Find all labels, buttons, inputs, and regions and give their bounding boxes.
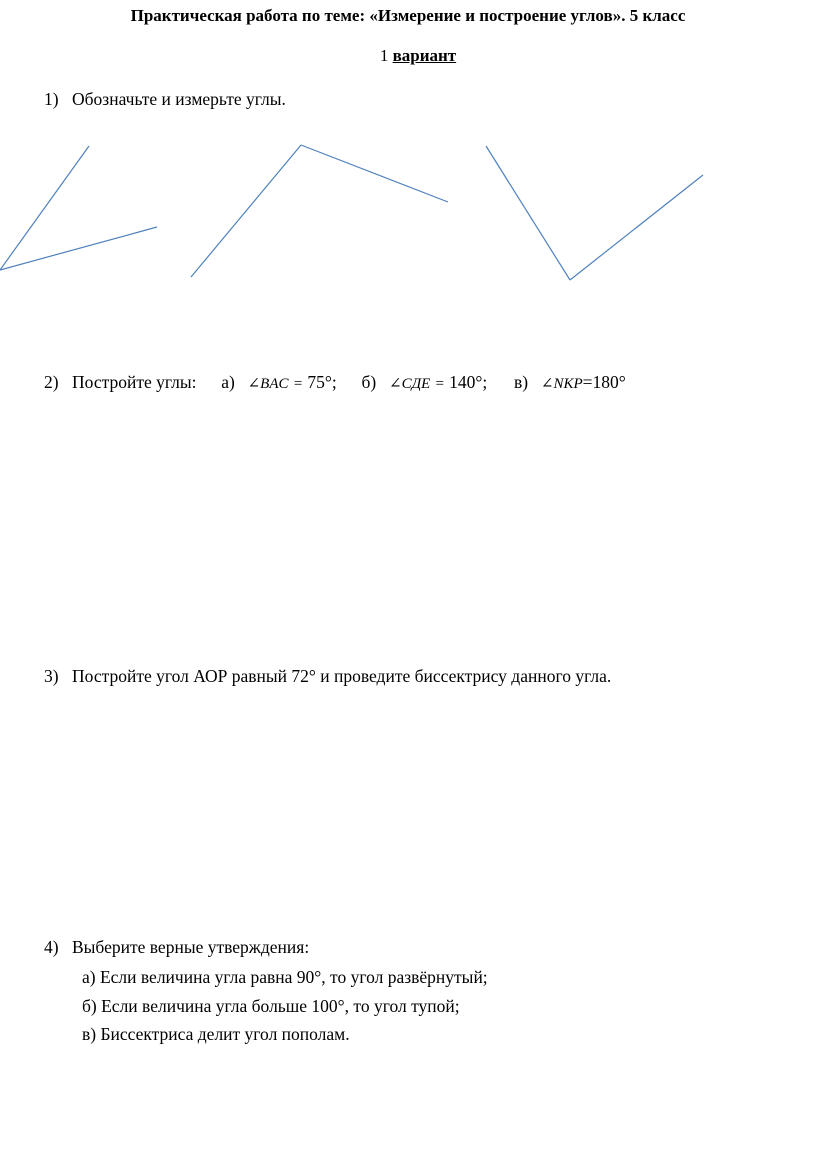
task-1-number: 1) xyxy=(44,89,59,109)
task-2-text: Постройте углы: xyxy=(72,372,197,392)
task-2c-value: 180° xyxy=(592,372,626,392)
task-3-text: Постройте угол АОР равный 72° и проведите биссектрису данного угла. xyxy=(72,666,612,686)
task-2a-letter: а) xyxy=(221,372,235,392)
task-1-text: Обозначьте и измерьте углы. xyxy=(72,89,286,109)
angle-3 xyxy=(486,146,703,280)
task-2b-letter: б) xyxy=(361,372,377,392)
task-4-option-a: а) Если величина угла равна 90°, то угол развёрнутый; xyxy=(82,967,488,987)
task-2c-letter: в) xyxy=(514,372,529,392)
task-2b-eq: = xyxy=(434,376,445,392)
task-2-number: 2) xyxy=(44,372,59,392)
variant-label: вариант xyxy=(392,46,457,65)
variant-number: 1 xyxy=(379,46,389,65)
task-4-option-b: б) Если величина угла больше 100°, то угол тупой; xyxy=(82,996,460,1016)
angle-1 xyxy=(0,146,157,270)
task-3 xyxy=(44,666,611,687)
task-2c-eq: = xyxy=(582,372,593,392)
page-title: Практическая работа по теме: «Измерение и построение углов». 5 класс xyxy=(130,6,686,25)
task-3-number: 3) xyxy=(44,666,59,686)
task-2 xyxy=(44,372,626,393)
task-2a-value: 75°; xyxy=(307,372,337,392)
task-2c-angle: ∠NKP xyxy=(540,376,583,392)
task-2b-angle: ∠СДЕ xyxy=(389,376,431,392)
task-4-text: Выберите верные утверждения: xyxy=(72,937,310,957)
task-4 xyxy=(44,937,309,958)
angle-2 xyxy=(191,145,448,277)
task-2b-value: 140°; xyxy=(449,372,488,392)
task-4-option-c: в) Биссектриса делит угол пополам. xyxy=(82,1024,350,1044)
task-2a-eq: = xyxy=(292,376,304,392)
angles-figure xyxy=(0,0,816,300)
task-2a-angle: ∠BAC xyxy=(247,376,289,392)
task-4-number: 4) xyxy=(44,937,59,957)
